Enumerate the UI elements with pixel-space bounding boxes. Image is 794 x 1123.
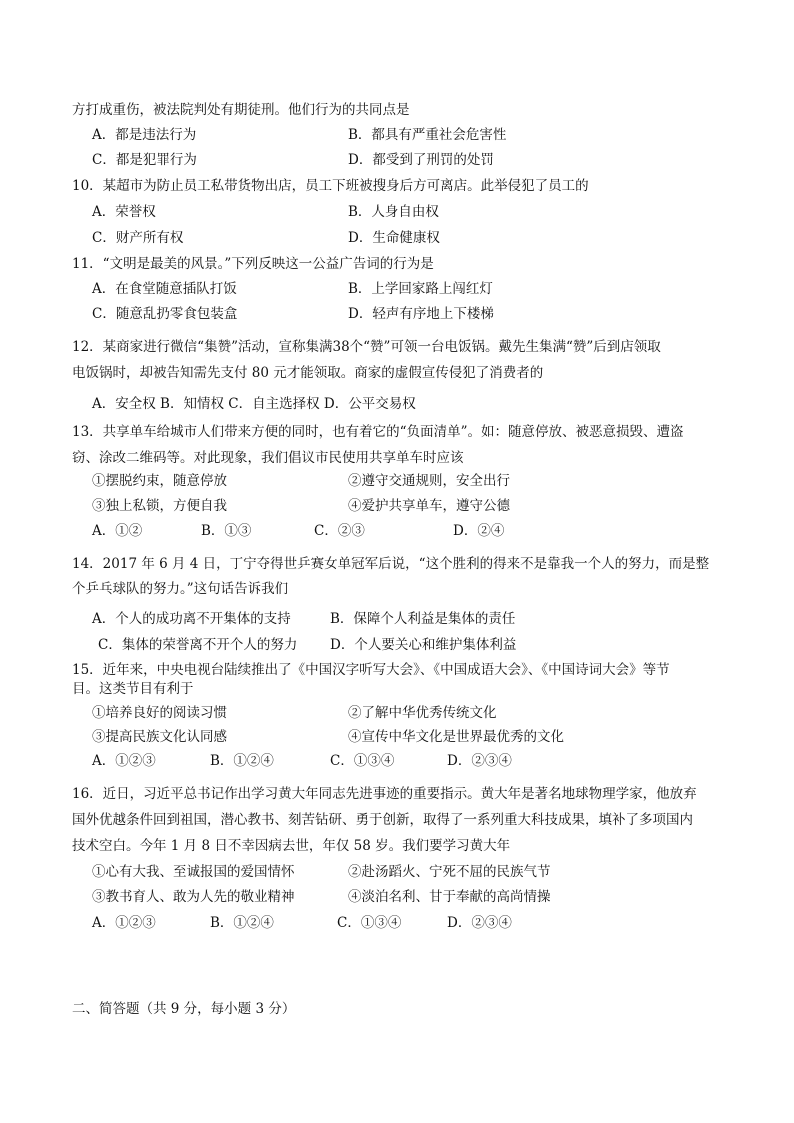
q16-item-2: ②赴汤蹈火、宁死不屈的民族气节: [348, 864, 551, 880]
q9-option-d: D．都受到了刑罚的处罚: [348, 152, 494, 168]
section-2-heading: 二、简答题（共 9 分，每小题 3 分）: [72, 1001, 296, 1017]
q15-item-1: ①培养良好的阅读习惯: [92, 705, 227, 721]
q13-item-4: ④爱护共享单车，遵守公德: [348, 498, 510, 514]
q11-option-a: A．在食堂随意插队打饭: [92, 281, 237, 297]
q11-option-b: B．上学回家路上闯红灯: [348, 281, 493, 297]
q13-stem-line1: 13．共享单车给城市人们带来方便的同时，也有着它的“负面清单”。如：随意停放、被恶意损毁、遭盗: [72, 424, 684, 440]
q15-choice-a: A．①②③: [92, 753, 156, 769]
q14-option-c: C．集体的荣誉离不开个人的努力: [98, 637, 298, 653]
q11-option-d: D．轻声有序地上下楼梯: [348, 306, 494, 322]
q11-option-c: C．随意乱扔零食包装盒: [92, 306, 238, 322]
q10-stem: 10．某超市为防止员工私带货物出店，员工下班被搜身后方可离店。此举侵犯了员工的: [72, 178, 589, 194]
q13-item-3: ③独上私锁，方便自我: [92, 498, 227, 514]
q13-choice-c: C．②③: [314, 523, 365, 539]
q16-stem-line3: 技术空白。今年 1 月 8 日不幸因病去世，年仅 58 岁。我们要学习黄大年: [72, 838, 511, 854]
q14-stem-line2: 个乒乓球队的努力。”这句话告诉我们: [72, 581, 289, 597]
q16-item-3: ③教书育人、敢为人先的敬业精神: [92, 889, 295, 905]
q15-item-3: ③提高民族文化认同感: [92, 729, 227, 745]
q12-stem-line1: 12．某商家进行微信“集赞”活动，宣称集满38个“赞”可领一台电饭锅。戴先生集满“赞”后到店领取: [72, 339, 661, 355]
q13-choice-d: D．②④: [453, 523, 505, 539]
q10-option-b: B．人身自由权: [348, 204, 439, 220]
q12-options: A．安全权 B．知情权 C．自主选择权 D．公平交易权: [92, 396, 416, 412]
q15-stem-line2: 目。这类节目有利于: [72, 681, 194, 697]
q16-stem-line2: 国外优越条件回到祖国，潜心教书、刻苦钻研、勇于创新，取得了一系列重大科技成果，填补了多项国内: [72, 812, 693, 828]
q13-choice-b: B．①③: [201, 523, 252, 539]
q15-stem-line1: 15．近年来，中央电视台陆续推出了《中国汉字听写大会》、《中国成语大会》、《中国诗词大会》等节: [72, 662, 670, 678]
q13-stem-line2: 窃、涂改二维码等。对此现象，我们倡议市民使用共享单车时应该: [72, 450, 464, 466]
q16-choice-c: C．①③④: [337, 915, 402, 931]
q16-stem-line1: 16．近日，习近平总书记作出学习黄大年同志先进事迹的重要指示。黄大年是著名地球物理学家，他放弃: [72, 786, 697, 802]
q9-option-b: B．都具有严重社会危害性: [348, 127, 507, 143]
q15-item-2: ②了解中华优秀传统文化: [348, 705, 497, 721]
q11-stem: 11．“文明是最美的风景。”下列反映这一公益广告词的行为是: [72, 256, 434, 272]
q16-choice-d: D．②③④: [447, 915, 512, 931]
q14-option-a: A．个人的成功离不开集体的支持: [92, 611, 291, 627]
q10-option-c: C．财产所有权: [92, 230, 184, 246]
q13-choice-a: A．①②: [92, 523, 143, 539]
q16-item-1: ①心有大我、至诚报国的爱国情怀: [92, 864, 295, 880]
q15-choice-d: D．②③④: [447, 753, 512, 769]
q9-stem: 方打成重伤，被法院判处有期徒刑。他们行为的共同点是: [72, 102, 410, 118]
q14-stem-line1: 14．2017 年 6 月 4 日，丁宁夺得世乒赛女单冠军后说，“这个胜利的得来不是靠我一个人的努力，而是整: [72, 556, 710, 572]
q10-option-a: A．荣誉权: [92, 204, 156, 220]
q16-choice-b: B．①②④: [210, 915, 274, 931]
q15-item-4: ④宣传中华文化是世界最优秀的文化: [348, 729, 564, 745]
q14-option-d: D．个人要关心和维护集体利益: [330, 637, 517, 653]
q15-choice-c: C．①③④: [330, 753, 395, 769]
q13-item-2: ②遵守交通规则，安全出行: [348, 473, 510, 489]
q14-option-b: B．保障个人利益是集体的责任: [330, 611, 516, 627]
q9-option-c: C．都是犯罪行为: [92, 152, 197, 168]
q16-choice-a: A．①②③: [92, 915, 156, 931]
q9-option-a: A．都是违法行为: [92, 127, 197, 143]
q12-stem-line2: 电饭锅时，却被告知需先支付 80 元才能领取。商家的虚假宣传侵犯了消费者的: [72, 365, 544, 381]
q13-item-1: ①摆脱约束，随意停放: [92, 473, 227, 489]
q15-choice-b: B．①②④: [210, 753, 274, 769]
q16-item-4: ④淡泊名利、甘于奉献的高尚情操: [348, 889, 551, 905]
q10-option-d: D．生命健康权: [348, 230, 440, 246]
